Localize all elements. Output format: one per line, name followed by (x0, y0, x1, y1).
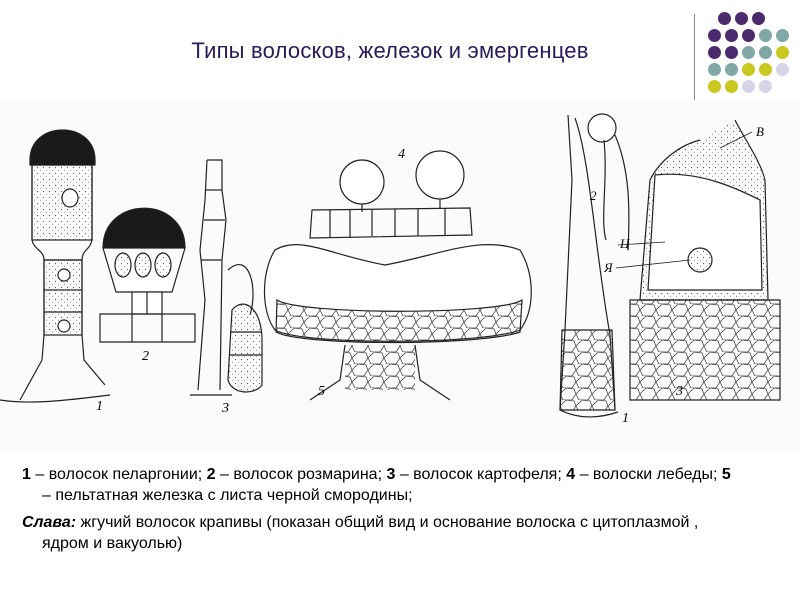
nettle-label-3: 3 (676, 384, 683, 399)
title-divider (694, 14, 695, 106)
dot (759, 46, 772, 59)
dot (708, 46, 721, 59)
fig-label-4: 4 (398, 147, 405, 162)
dot (735, 12, 748, 25)
dot (742, 29, 755, 42)
fig-label-2: 2 (142, 349, 149, 364)
caption-paragraph-1 (22, 464, 742, 506)
caption-text-5: – пельтатная железка с листа черной смородины; (42, 487, 413, 504)
caption-num-5: 5 (721, 466, 731, 483)
dot (759, 80, 772, 93)
caption-text-2: – волосок розмарина; (215, 466, 387, 483)
slide-title: Типы волосков, железок и эмергенцев (191, 38, 589, 63)
dot (725, 80, 738, 93)
dot (742, 46, 755, 59)
fig-label-1: 1 (96, 399, 103, 414)
dot (708, 63, 721, 76)
fig-label-3: 3 (222, 401, 229, 416)
caption-paragraph-2 (22, 512, 742, 554)
decorative-dot-grid (708, 12, 798, 104)
dot (725, 46, 738, 59)
caption-text-4: – волоски лебеды; (575, 466, 722, 483)
dot (742, 80, 755, 93)
caption-num-3: 3 (386, 466, 396, 483)
dot (708, 29, 721, 42)
nettle-label-ts: Ц (620, 236, 630, 251)
dot (776, 46, 789, 59)
dot (725, 29, 738, 42)
dot (742, 63, 755, 76)
fig-label-5: 5 (318, 384, 325, 399)
botanical-illustration (0, 100, 800, 450)
caption-text-3: – волосок картофеля; (395, 466, 567, 483)
caption-num-2: 2 (206, 466, 216, 483)
nettle-label-ya: Я (604, 260, 613, 275)
nettle-label-v: В (756, 124, 764, 139)
slide-caption (22, 464, 742, 560)
dot (752, 12, 765, 25)
caption-num-4: 4 (566, 466, 576, 483)
dot (776, 29, 789, 42)
caption-label-slava: Слава: (22, 514, 77, 531)
caption-num-1: 1 (22, 466, 31, 483)
dot (718, 12, 731, 25)
dot (759, 29, 772, 42)
nettle-label-2: 2 (590, 188, 597, 203)
dot (776, 63, 789, 76)
dot (708, 80, 721, 93)
nettle-label-1: 1 (622, 411, 629, 426)
caption-text-slava: жгучий волосок крапивы (показан общий вид и основание волоска с цитоплазмой , ядром и вакуолью) (42, 514, 699, 552)
dot (759, 63, 772, 76)
dot (725, 63, 738, 76)
caption-text-1: – волосок пеларгонии; (30, 466, 207, 483)
